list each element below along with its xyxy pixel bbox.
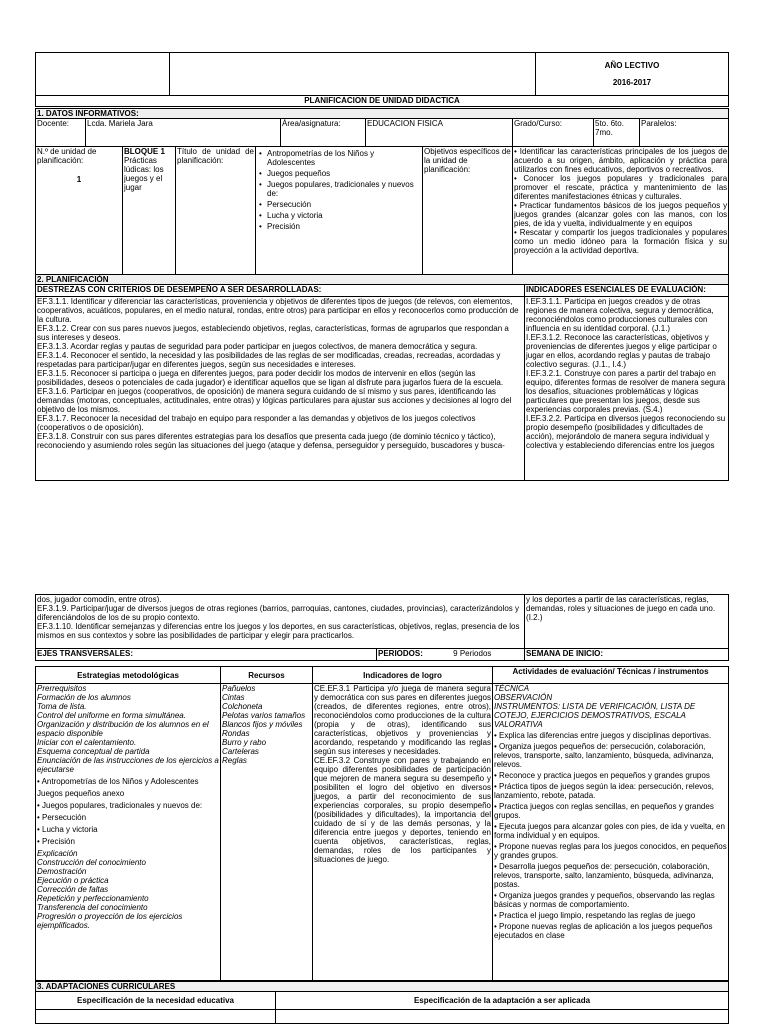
estrategia-item: • Juegos populares, tradicionales y nuevos de: [37,801,203,810]
titulo-item: • Juegos pequeños [257,169,421,178]
indicadores-logro-cell [313,684,493,981]
logo-cell [36,53,170,96]
actividades-cell [493,684,729,981]
indicador-item: I.EF.3.2.2. Participa en diversos juegos reconociendo su propio desempeño (posibilidades y dificultades de acción), mejorándolo de manera segura individual y colectiva y estableciendo diferencias entre los juegos [526,414,726,450]
recurso-item: Blancos fijos y móviles [222,720,303,729]
recurso-item: Burro y rabo [222,738,267,747]
actividad-item: • Práctica tipos de juegos según la idea: persecución, relevos, lanzamiento, rebote, patada. [494,782,714,800]
actividad-item: • Propone nuevas reglas para los juegos conocidos, en pequeños y grandes grupos. [494,842,727,860]
estrategia-item: • Antropometrías de los Niños y Adolescentes [37,777,199,786]
estrategias-list-a [37,684,219,774]
destreza-item: EF.3.1.4. Reconocer el sentido, la necesidad y las posibilidades de las reglas de ser modificadas, creadas, recreadas, acordadas y respetadas para participar/jugar en diferentes juegos, según sus necesidades e intereses. [37,351,501,369]
docente-label: Docente: [36,119,86,147]
estrategia-item: • Lucha y victoria [37,825,98,834]
estrategia-item: Corrección de faltas [37,885,109,894]
school-year-cell [536,53,729,96]
actividad-item: • Propone nuevas reglas de aplicación a los juegos pequeños ejecutados en clase [494,922,713,940]
actividad-item: • Organiza juegos grandes y pequeños, observando las reglas básicas y normas de comportamiento. [494,891,715,909]
destreza-item: EF.3.1.10. Identificar semejanzas y diferencias entre los juegos y los deportes, en sus características, objetivos, reglas, presencia de los mismos en sus contextos y sobre las posibilidades de participar y elegir para practicarlos. [37,622,520,640]
actividad-item: TÉCNICA [494,684,530,693]
estrategia-item: • Precisión [37,837,75,846]
estrategias-list-b [37,777,219,846]
estrategia-item: Repetición y perfeccionamiento [37,894,149,903]
periodos-value: 9 Periodos [453,649,492,658]
estrategias-list-c [37,849,219,930]
indicador-item: I.EF.3.1.1. Participa en juegos creados y de otras regiones de manera colectiva, segura y democrática, reconociéndolos como producciones culturales con influencia en su identidad corporal. (J.1.) [526,297,714,333]
estrategia-item: Ejecución o práctica [37,876,109,885]
destreza-item: EF.3.1.1. Identificar y diferenciar las características, proveniencia y objetivos de diferentes tipos de juegos (de relevos, con elementos, cooperativos, acuáticos, populares, en el medio natural, rondas, entre otros) para participar en ellos y reconocerlos como producción de la cultura. [37,297,519,324]
actividad-item: INSTRUMENTOS: LISTA DE VERIFICACIÓN, LISTA DE COTEJO, EJERCICIOS DEMOSTRATIVOS, ESCALA VALORATIVA [494,702,696,729]
year-label: AÑO LECTIVO [604,61,660,70]
planificacion-table [35,274,729,481]
actividad-item: • Explica las diferencias entre juegos y disciplinas deportivas. [494,731,712,740]
col-actividades: Actividades de evaluación/ Técnicas / instrumentos [493,667,729,684]
recurso-item: Carteleras [222,747,259,756]
estrategia-item: Control del uniforme en forma simultánea. [37,711,186,720]
estrategia-item: Enunciación de las instrucciones de los ejercicios a ejecutarse [37,756,219,774]
objetivo-item: • Rescatar y compartir los juegos tradicionales y populares como un medio idóneo para la formación física y su proyección a la actividad deportiva. [514,228,728,255]
destrezas-cell-p2 [36,595,525,649]
area-value: EDUCACION FISICA [366,119,513,147]
destreza-item: EF.3.1.6. Participar en juegos (cooperativos, de oposición) de manera segura cuidando de sí mismo y sus pares, identificando las demandas (motoras, conceptuales, actitudinales, entre otras) y lógicas particulares para ajustar sus acciones y decisiones al logro del objetivo de los mismos. [37,387,512,414]
estrategia-item: • Persecución [37,813,87,822]
actividades-list-a [494,684,727,729]
col-adaptacion: Especificación de la adaptación a ser aplicada [276,992,729,1010]
objetivos-label: Objetivos específicos de la unidad de planificación: [423,147,513,275]
indicadores-heading: INDICADORES ESENCIALES DE EVALUACIÓN: [525,285,729,297]
titulo-items-cell [256,147,423,275]
actividad-item: • Reconoce y practica juegos en pequeños y grandes grupos [494,771,710,780]
actividad-item: • Desarrolla juegos pequeños de: persecución, colaboración, relevos, transporte, salto, lanzamiento, búsqueda, adivinanza, postas. [494,862,714,889]
logro-item: CE.EF.3.1 Participa y/o juega de manera segura y democrática con sus pares en diferentes juegos (creados, de diferentes regiones, entre otros), reconociéndolos como producciones de la cultura (propia y de otras), identificando sus características, objetivos y proveniencias y acordando, respetando y modificando las reglas según sus intereses y necesidades. [314,684,491,756]
recurso-item: Rondas [222,729,250,738]
adaptaciones-table [35,981,729,1024]
titulo-item: • Antropometrías de los Niños y Adolescentes [257,149,421,167]
destreza-item: EF.3.1.3. Acordar reglas y pautas de seguridad para poder participar en juegos colectivos, de manera democrática y segura. [37,342,478,351]
actividad-item: • Ejecuta juegos para alcanzar goles con pies, de ida y vuelta, en forma individual y en equipos. [494,822,725,840]
destreza-item: dos, jugador comodín, entre otros). [37,595,162,604]
unit-number-value: 1 [76,175,82,184]
destrezas-list-cont [37,595,523,640]
grado-value: 5to. 6to. 7mo. [594,119,640,147]
section-heading-adaptaciones: 3. ADAPTACIONES CURRICULARES [36,982,729,992]
col-indicadores: Indicadores de logro [313,667,493,684]
estrategia-item: Organización y distribución de los alumnos en el espacio disponible [37,720,209,738]
ejes-label: EJES TRANSVERSALES: [36,649,377,661]
recurso-item: Pelotas varios tamaños [222,711,306,720]
destreza-item: EF.3.1.2. Crear con sus pares nuevos juegos, estableciendo objetivos, reglas, características, formas de agruparlos que respondan a sus intereses y deseos. [37,324,509,342]
titulo-list [257,149,421,231]
periodos-label: PERIODOS: [378,649,423,658]
actividad-item: • Practica juegos con reglas sencillas, en pequeños y grandes grupos. [494,802,714,820]
col-estrategias: Estrategias metodológicas [36,667,221,684]
adaptacion-cell [276,1010,729,1024]
bloque-title: BLOQUE 1 [124,147,165,156]
recurso-item: Cintas [222,693,245,702]
recurso-item: Colchoneta [222,702,263,711]
col-recursos: Recursos [221,667,313,684]
objetivos-list [514,147,727,255]
estrategia-item: Demostración [37,867,87,876]
indicadores-cell-p2: y los deportes a partir de las características, reglas, demandas, roles y situaciones de juego en cada uno. (I.2.) [525,595,729,649]
planificacion-cont-table [35,594,729,661]
paralelos-cell: Paralelos: [640,119,729,147]
estrategia-item: Transferencia del conocimiento [37,903,148,912]
estrategia-item: Progresión o proyección de los ejercicios ejemplificados. [37,912,183,930]
area-label: Área/asignatura: [281,119,366,147]
indicadores-list [526,297,727,450]
objetivo-item: • Conocer los juegos populares y tradicionales para promover el rescate, práctica y mantenimiento de las diferentes manifestaciones étnicas y culturales. [514,174,728,201]
recursos-cell [221,684,313,981]
logro-item: CE.EF.3.2 Construye con pares y trabajando en equipo diferentes posibilidades de participación que mejoren de manera segura su desempeño y posibiliten el logro del objetivo en diversos juegos, a partir del reconocimiento de sus experiencias corporales, su propio desempeño (posibilidades y dificultades), la importancia del cuidado de sí y de las demás personas, y la diferencia entre juegos y deportes, teniendo en cuenta objetivos, características, reglas, demandas, roles de los participantes y situaciones de juego. [314,756,491,864]
section-heading-datos: 1. DATOS INFORMATIVOS: [36,109,729,119]
bloque-text: Prácticas lúdicas: los juegos y el jugar [124,156,164,192]
actividad-item: • Organiza juegos pequeños de: persecución, colaboración, relevos, transporte, salto, lanzamiento, búsqueda, adivinanza, relevos. [494,742,714,769]
estrategia-item: Iniciar con el calentamiento. [37,738,137,747]
school-cell [170,53,536,96]
bloque-cell [123,147,176,275]
year-value: 2016-2017 [612,78,652,87]
estrategia-item: Juegos pequeños anexo [37,789,125,798]
periodos-cell [377,649,525,661]
logro-list [314,684,491,864]
estrategia-item: Esquema conceptual de partida [37,747,150,756]
section-heading-planificacion: 2. PLANIFICACIÓN [36,275,729,285]
recurso-item: Pañuelos [222,684,256,693]
objetivos-cell [513,147,729,275]
recurso-item: Reglas [222,756,247,765]
docente-value: Lcda. Mariela Jara [86,119,281,147]
estrategia-item: Toma de lista. [37,702,87,711]
recursos-list [222,684,311,765]
objetivo-item: • Practicar fundamentos básicos de los juegos pequeños y juegos grandes (alcanzar goles con las manos, con los pies, de ida y vuelta, individualmente y en equipos [514,201,728,228]
actividades-list-b [494,731,727,940]
destrezas-heading: DESTREZAS CON CRITERIOS DE DESEMPEÑO A SER DESARROLLADAS: [36,285,525,297]
unit-number-label: N.º de unidad de planificación: [37,147,97,165]
col-necesidad: Especificación de la necesidad educativa [36,992,276,1010]
indicador-item: I.EF.3.1.2. Reconoce las características, objetivos y proveniencias de diferentes juegos y elige participar o jugar en ellos, acordando reglas y pautas de trabajo colectivo seguras. (J.1., I.4.) [526,333,717,369]
estrategia-item: Construcción del conocimiento [37,858,146,867]
destreza-item: EF.3.1.5. Reconocer si participa o juega en diferentes juegos, para poder decidir los modos de intervenir en ellos (según las posibilidades, deseos o potenciales de cada jugador) e identificar aquellos que se ligan al disfrute para jugarlos fuera de la escuela. [37,369,504,387]
datos-table [35,108,729,275]
destreza-item: EF.3.1.8. Construir con sus pares diferentes estrategias para los desafíos que presenta cada juego (de dominio técnico y táctico), reconociendo y asumiendo roles según las situaciones del juego (ataque y defensa, perseguidor y perseguido, buscadores y busca- [37,432,505,450]
titulo-item: • Juegos populares, tradicionales y nuevos de: [257,180,421,198]
header-table [35,52,729,107]
destreza-item: EF.3.1.7. Reconocer la necesidad del trabajo en equipo para responder a las demandas y objetivos de los juegos colectivos (cooperativos o de oposición). [37,414,476,432]
titulo-label: Título de unidad de planificación: [176,147,256,275]
destrezas-list [37,297,523,450]
estrategia-item: Explicación [37,849,78,858]
titulo-item: • Precisión [257,222,421,231]
unit-number-cell [36,147,123,275]
actividad-item: OBSERVACIÓN [494,693,553,702]
strategy-table [35,666,729,981]
actividad-item: • Practica el juego limpio, respetando las reglas de juego [494,911,696,920]
titulo-item: • Persecución [257,200,421,209]
titulo-item: • Lucha y victoria [257,211,421,220]
objetivo-item: • Identificar las características principales de los juegos de acuerdo a su origen, ámbito, aplicación y práctica para utilizarlos con fines educativos, deportivos o recreativos. [514,147,728,174]
destrezas-cell-p1 [36,297,525,481]
semana-label: SEMANA DE INICIO: [525,649,729,661]
estrategia-item: Formación de los alumnos [37,693,131,702]
estrategia-item: Prerrequisitos [37,684,87,693]
estrategias-cell [36,684,221,981]
page-title: PLANIFICACION DE UNIDAD DIDACTICA [36,96,729,107]
necesidad-cell [36,1010,276,1024]
indicador-item: I.EF.3.2.1. Construye con pares a partir del trabajo en equipo, diferentes formas de resolver de manera segura los desafíos, situaciones problemáticas y lógicas particulares que presentan los juegos, desde sus experiencias corporales previas. (S.4.) [526,369,726,414]
grado-label: Grado/Curso: [513,119,594,147]
destreza-item: EF.3.1.9. Participar/jugar de diversos juegos de otras regiones (barrios, parroquias, cantones, ciudades, provincias), caracterizándolos y diferenciándolos de los de su propio contexto. [37,604,520,622]
indicadores-cell-p1 [525,297,729,481]
